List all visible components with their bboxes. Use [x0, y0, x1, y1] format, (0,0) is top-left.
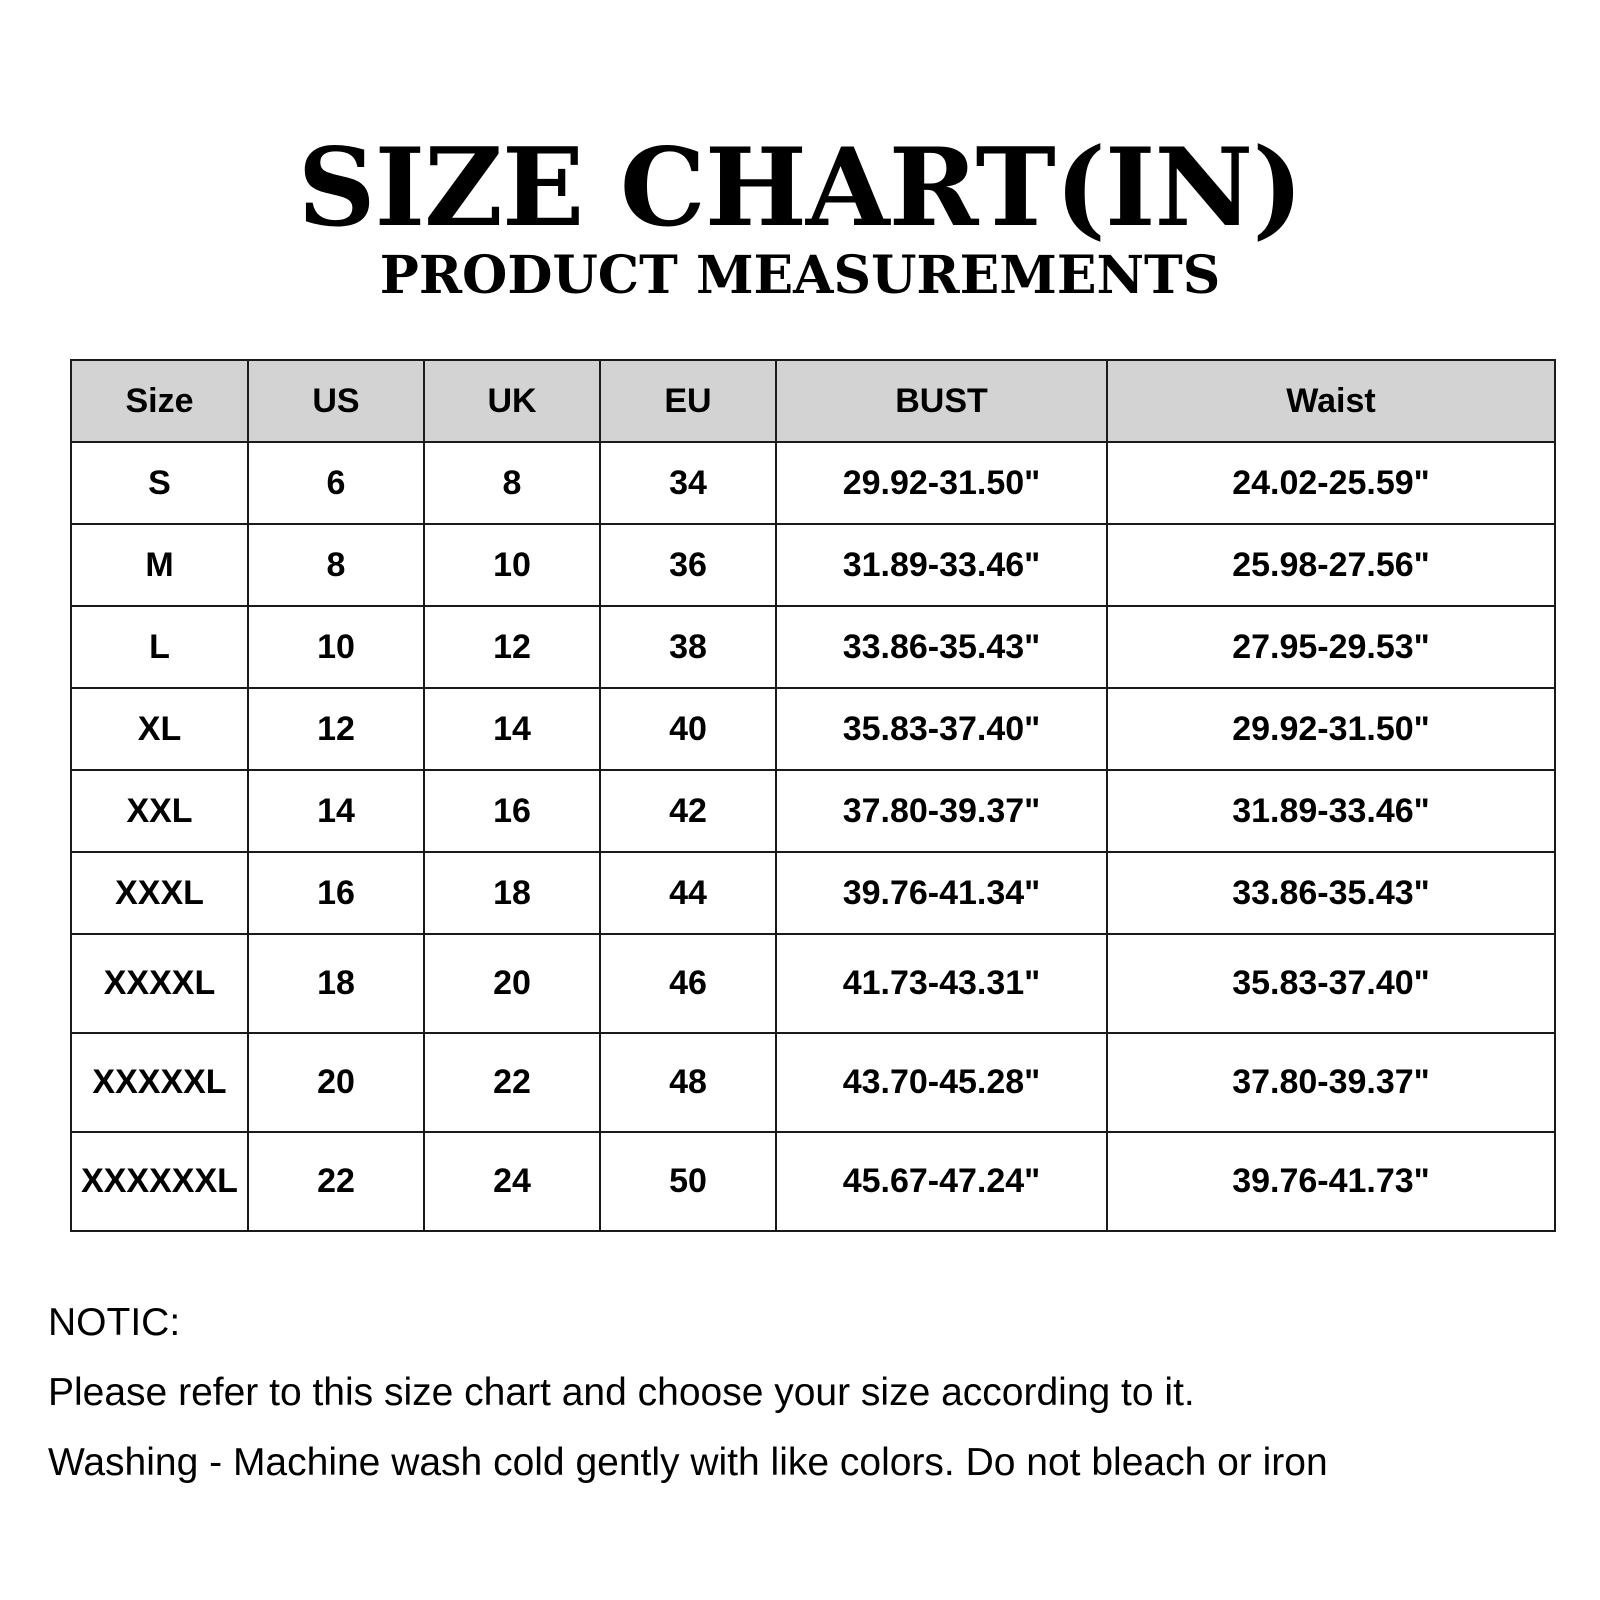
cell-waist: 37.80-39.37" [1107, 1033, 1555, 1132]
cell-size: XXL [71, 770, 248, 852]
cell-us: 22 [248, 1132, 424, 1231]
notes-line-washing: Washing - Machine wash cold gently with like colors. Do not bleach or iron [48, 1441, 1328, 1484]
cell-uk: 14 [424, 688, 600, 770]
notes-line-size-advice: Please refer to this size chart and choose your size according to it. [48, 1371, 1195, 1414]
cell-bust: 33.86-35.43" [776, 606, 1107, 688]
cell-eu: 48 [600, 1033, 776, 1132]
cell-uk: 10 [424, 524, 600, 606]
cell-us: 12 [248, 688, 424, 770]
cell-bust: 29.92-31.50" [776, 442, 1107, 524]
cell-us: 6 [248, 442, 424, 524]
table-row [71, 934, 1555, 1033]
table-header-row [71, 360, 1555, 442]
cell-waist: 31.89-33.46" [1107, 770, 1555, 852]
cell-us: 10 [248, 606, 424, 688]
table-row [71, 770, 1555, 852]
cell-eu: 36 [600, 524, 776, 606]
cell-bust: 41.73-43.31" [776, 934, 1107, 1033]
cell-eu: 46 [600, 934, 776, 1033]
page-title: SIZE CHART(IN) [297, 125, 1303, 251]
cell-eu: 50 [600, 1132, 776, 1231]
notes-section [48, 1288, 1568, 1498]
column-header-size: Size [71, 360, 248, 442]
cell-size: XL [71, 688, 248, 770]
column-header-waist: Waist [1107, 360, 1555, 442]
cell-eu: 40 [600, 688, 776, 770]
cell-us: 16 [248, 852, 424, 934]
cell-waist: 35.83-37.40" [1107, 934, 1555, 1033]
cell-size: L [71, 606, 248, 688]
cell-size: S [71, 442, 248, 524]
cell-bust: 37.80-39.37" [776, 770, 1107, 852]
cell-uk: 8 [424, 442, 600, 524]
cell-us: 14 [248, 770, 424, 852]
cell-bust: 31.89-33.46" [776, 524, 1107, 606]
cell-waist: 33.86-35.43" [1107, 852, 1555, 934]
cell-size: M [71, 524, 248, 606]
cell-eu: 38 [600, 606, 776, 688]
cell-eu: 34 [600, 442, 776, 524]
table-row [71, 1033, 1555, 1132]
cell-uk: 16 [424, 770, 600, 852]
cell-size: XXXXL [71, 934, 248, 1033]
cell-eu: 44 [600, 852, 776, 934]
cell-bust: 35.83-37.40" [776, 688, 1107, 770]
notes-heading: NOTIC: [48, 1301, 181, 1344]
size-chart-table [70, 359, 1556, 1232]
cell-waist: 27.95-29.53" [1107, 606, 1555, 688]
cell-waist: 24.02-25.59" [1107, 442, 1555, 524]
table-row [71, 524, 1555, 606]
table-row [71, 688, 1555, 770]
column-header-uk: UK [424, 360, 600, 442]
cell-uk: 20 [424, 934, 600, 1033]
cell-uk: 12 [424, 606, 600, 688]
cell-waist: 29.92-31.50" [1107, 688, 1555, 770]
cell-uk: 18 [424, 852, 600, 934]
cell-size: XXXXXL [71, 1033, 248, 1132]
table-row [71, 1132, 1555, 1231]
cell-us: 8 [248, 524, 424, 606]
page-subtitle: PRODUCT MEASUREMENTS [379, 245, 1221, 306]
cell-size: XXXL [71, 852, 248, 934]
column-header-bust: BUST [776, 360, 1107, 442]
cell-uk: 22 [424, 1033, 600, 1132]
cell-eu: 42 [600, 770, 776, 852]
column-header-eu: EU [600, 360, 776, 442]
cell-size: XXXXXXL [71, 1132, 248, 1231]
table-row [71, 606, 1555, 688]
cell-bust: 45.67-47.24" [776, 1132, 1107, 1231]
cell-us: 18 [248, 934, 424, 1033]
cell-waist: 39.76-41.73" [1107, 1132, 1555, 1231]
cell-bust: 39.76-41.34" [776, 852, 1107, 934]
table-row [71, 852, 1555, 934]
cell-waist: 25.98-27.56" [1107, 524, 1555, 606]
cell-us: 20 [248, 1033, 424, 1132]
table-row [71, 442, 1555, 524]
cell-uk: 24 [424, 1132, 600, 1231]
column-header-us: US [248, 360, 424, 442]
cell-bust: 43.70-45.28" [776, 1033, 1107, 1132]
